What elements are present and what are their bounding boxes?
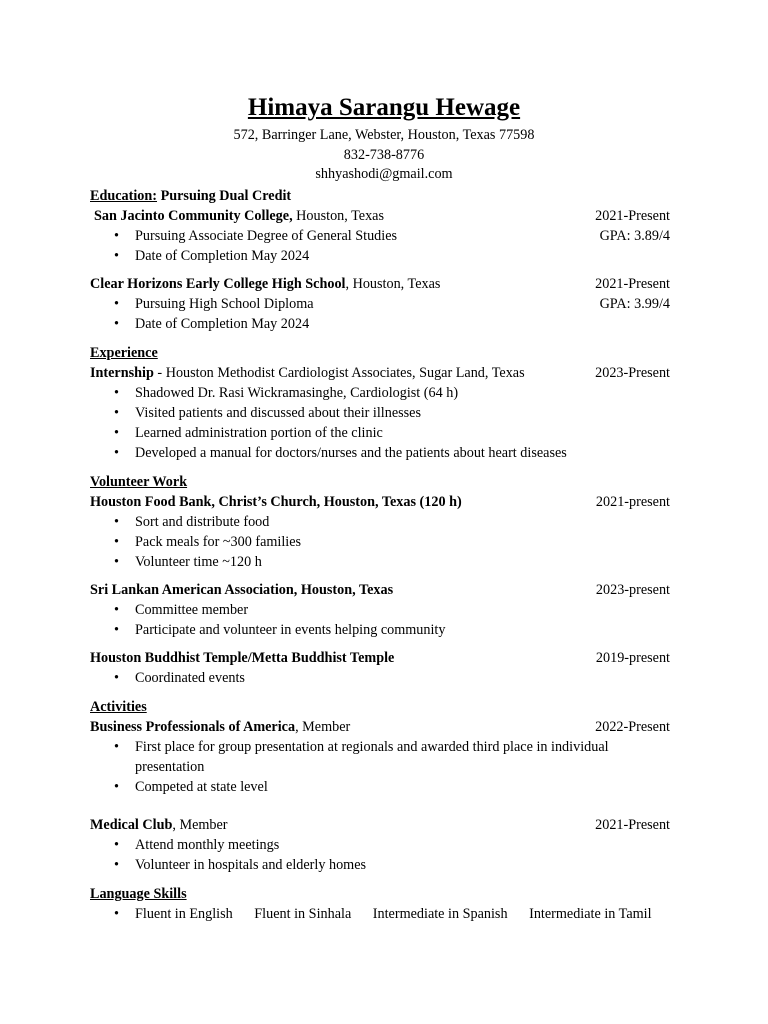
bullet-text: Developed a manual for doctors/nurses and the patients about heart diseases — [135, 445, 567, 461]
list-item — [90, 423, 670, 443]
resume-body — [90, 186, 670, 924]
address-line: 572, Barringer Lane, Webster, Houston, Texas 77598 — [233, 127, 535, 143]
bullet-text: Date of Completion May 2024 — [135, 248, 310, 264]
school-2-location: , Houston, Texas — [345, 276, 441, 292]
bullet-text: Committee member — [135, 602, 249, 618]
experience-bullets — [90, 383, 670, 463]
education-subtitle: Pursuing Dual Credit — [157, 188, 292, 204]
bullet-text: Pack meals for ~300 families — [135, 534, 302, 550]
school-2-bullets — [90, 294, 670, 334]
list-item — [90, 668, 670, 688]
volunteer-2-bullets — [90, 600, 670, 640]
bullet-text: Volunteer time ~120 h — [135, 554, 262, 570]
school-1-name: San Jacinto Community College, — [94, 208, 293, 224]
applicant-name: Himaya Sarangu Hewage — [247, 94, 521, 121]
volunteer-2-dates: 2023-present — [595, 582, 670, 598]
list-item — [90, 314, 670, 334]
volunteer-3-org: Houston Buddhist Temple/Metta Buddhist Temple — [90, 650, 395, 666]
activity-2-org: Medical Club — [90, 817, 173, 833]
bullet-icon: • — [114, 514, 119, 530]
activity-2-bullets — [90, 835, 670, 875]
experience-title: Experience — [90, 345, 158, 361]
list-item — [90, 443, 670, 463]
bullet-icon: • — [114, 857, 119, 873]
bullet-text: Shadowed Dr. Rasi Wickramasinghe, Cardiologist (64 h) — [135, 385, 459, 401]
list-item — [90, 383, 670, 403]
volunteer-entry-2-row — [90, 580, 670, 600]
activity-1-role: , Member — [295, 719, 351, 735]
bullet-text: Date of Completion May 2024 — [135, 316, 310, 332]
bullet-icon: • — [114, 670, 119, 686]
bullet-text: Learned administration portion of the clinic — [135, 425, 383, 441]
activity-1-org: Business Professionals of America — [90, 719, 296, 735]
activity-1-dates: 2022-Present — [595, 719, 670, 735]
volunteer-1-org: Houston Food Bank, Christ’s Church, Houston, Texas (120 h) — [90, 494, 462, 510]
bullet-text: First place for group presentation at regionals and awarded third place in individual presentation — [135, 739, 609, 775]
experience-dates: 2023-Present — [595, 365, 670, 381]
languages-list — [90, 904, 670, 924]
volunteer-entry-1-row — [90, 492, 670, 512]
list-item — [90, 512, 670, 532]
language-tamil: Intermediate in Tamil — [529, 906, 652, 922]
activity-1-row — [90, 717, 670, 737]
list-item — [90, 737, 670, 777]
email-line: shhyashodi@gmail.com — [315, 166, 453, 182]
education-school-2-row — [90, 274, 670, 294]
experience-role: Internship — [90, 365, 154, 381]
bullet-icon: • — [114, 779, 119, 795]
activity-1-bullets — [90, 737, 670, 797]
bullet-text: Coordinated events — [135, 670, 245, 686]
volunteer-1-dates: 2021-present — [595, 494, 670, 510]
bullet-icon: • — [114, 296, 119, 312]
bullet-text: Volunteer in hospitals and elderly homes — [135, 857, 367, 873]
bullet-icon: • — [114, 445, 119, 461]
list-item — [90, 532, 670, 552]
phone-line: 832-738-8776 — [343, 146, 425, 163]
school-1-bullets — [90, 226, 670, 266]
activity-2-row — [90, 815, 670, 835]
languages-title: Language Skills — [90, 886, 187, 902]
list-item — [90, 777, 670, 797]
bullet-icon: • — [114, 405, 119, 421]
list-item — [90, 835, 670, 855]
bullet-text: Pursuing Associate Degree of General Studies — [135, 228, 398, 244]
volunteer-1-bullets — [90, 512, 670, 572]
list-item — [90, 855, 670, 875]
volunteer-entry-3-row — [90, 648, 670, 668]
education-heading — [90, 186, 670, 206]
school-2-gpa: GPA: 3.99/4 — [599, 296, 670, 312]
bullet-icon: • — [114, 739, 119, 755]
bullet-icon: • — [114, 385, 119, 401]
volunteer-3-dates: 2019-present — [595, 650, 670, 666]
list-item — [90, 620, 670, 640]
list-item — [90, 600, 670, 620]
bullet-text: Competed at state level — [135, 779, 268, 795]
bullet-icon: • — [114, 554, 119, 570]
resume-header — [0, 92, 768, 185]
bullet-text: Pursuing High School Diploma — [135, 296, 314, 312]
bullet-text: Participate and volunteer in events helping community — [135, 622, 446, 638]
language-sinhala: Fluent in Sinhala — [254, 906, 352, 922]
bullet-text: Sort and distribute food — [135, 514, 270, 530]
language-spanish: Intermediate in Spanish — [372, 906, 508, 922]
school-1-gpa: GPA: 3.89/4 — [599, 228, 670, 244]
volunteer-2-org: Sri Lankan American Association, Houston, Texas — [90, 582, 394, 598]
school-1-location: Houston, Texas — [292, 208, 384, 224]
school-1-dates: 2021-Present — [595, 208, 670, 224]
language-english: Fluent in English — [135, 906, 233, 922]
list-item — [90, 552, 670, 572]
education-school-1-row — [90, 206, 670, 226]
school-2-dates: 2021-Present — [595, 276, 670, 292]
bullet-icon: • — [114, 837, 119, 853]
list-item — [90, 403, 670, 423]
activity-2-role: , Member — [172, 817, 228, 833]
volunteer-3-bullets — [90, 668, 670, 688]
education-title: Education: — [90, 188, 158, 204]
bullet-icon: • — [114, 602, 119, 618]
experience-row — [90, 363, 670, 383]
activities-title: Activities — [90, 699, 147, 715]
bullet-icon: • — [114, 228, 119, 244]
list-item — [90, 246, 670, 266]
bullet-text: Visited patients and discussed about their illnesses — [135, 405, 422, 421]
school-2-name: Clear Horizons Early College High School — [90, 276, 346, 292]
bullet-icon: • — [114, 316, 119, 332]
experience-detail: - Houston Methodist Cardiologist Associates, Sugar Land, Texas — [153, 365, 525, 381]
bullet-icon: • — [114, 534, 119, 550]
volunteer-title: Volunteer Work — [90, 474, 188, 490]
activity-2-dates: 2021-Present — [595, 817, 670, 833]
bullet-icon: • — [114, 622, 119, 638]
list-item — [90, 294, 670, 314]
list-item — [90, 226, 670, 246]
list-item — [90, 904, 670, 924]
bullet-text: Attend monthly meetings — [135, 837, 280, 853]
bullet-icon: • — [114, 425, 119, 441]
bullet-icon: • — [114, 906, 119, 922]
bullet-icon: • — [114, 248, 119, 264]
